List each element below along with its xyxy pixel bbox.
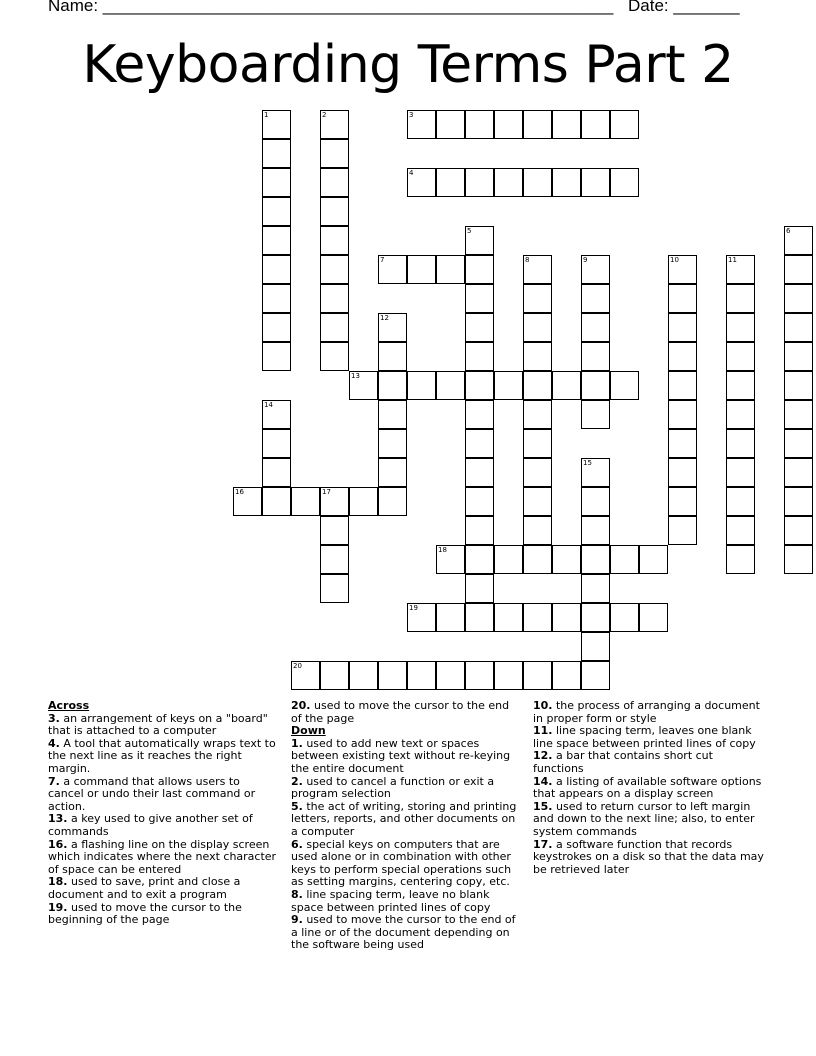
grid-cell[interactable] (581, 545, 610, 574)
clue-number: 17 (322, 488, 331, 496)
grid-cell[interactable] (262, 284, 291, 313)
grid-cell[interactable] (581, 661, 610, 690)
grid-cell[interactable] (610, 545, 639, 574)
clue-text: a key used to give another set of commands (48, 812, 253, 838)
grid-cell[interactable] (291, 487, 320, 516)
grid-cell[interactable] (465, 516, 494, 545)
clue-text: special keys on computers that are used alone or in combination with other keys to perform special operations such as setting margins, centering copy, etc. (291, 837, 512, 889)
grid-cell[interactable] (378, 487, 407, 516)
grid-cell[interactable] (465, 255, 494, 284)
grid-cell[interactable] (784, 342, 813, 371)
grid-cell[interactable] (407, 661, 436, 690)
grid-cell[interactable] (784, 313, 813, 342)
clue-item (291, 700, 521, 725)
clue-text: A tool that automatically wraps text to the next line as it reaches the right margin. (48, 736, 276, 775)
grid-cell[interactable] (552, 661, 581, 690)
grid-cell[interactable] (320, 661, 349, 690)
clue-number: 11 (728, 256, 737, 264)
grid-cell[interactable] (407, 371, 436, 400)
clue-number-label: 8. (291, 887, 303, 901)
clue-text: used to move the cursor to the end of the page (291, 699, 510, 725)
clues-column-2 (291, 700, 521, 952)
grid-cell[interactable] (465, 400, 494, 429)
grid-cell[interactable] (668, 342, 697, 371)
grid-cell[interactable] (784, 516, 813, 545)
grid-cell[interactable] (320, 255, 349, 284)
clue-text: an arrangement of keys on a "board" that is attached to a computer (48, 711, 268, 738)
grid-cell[interactable] (523, 371, 552, 400)
clue-text: used to add new text or spaces between existing text without re-keying the entire document (291, 736, 511, 775)
grid-cell[interactable] (320, 342, 349, 371)
grid-cell[interactable] (552, 110, 581, 139)
clue-number-label: 5. (291, 799, 303, 813)
grid-cell[interactable] (407, 603, 436, 632)
grid-cell[interactable] (581, 603, 610, 632)
grid-cell[interactable] (523, 487, 552, 516)
clue-number: 15 (583, 459, 592, 467)
grid-cell[interactable] (668, 429, 697, 458)
grid-cell[interactable] (523, 255, 552, 284)
clue-text: a listing of available software options that appears on a display screen (533, 774, 762, 801)
clue-number: 2 (322, 111, 327, 119)
grid-cell[interactable] (407, 168, 436, 197)
grid-cell[interactable] (726, 400, 755, 429)
grid-cell[interactable] (349, 371, 378, 400)
grid-cell[interactable] (262, 400, 291, 429)
page-title: Keyboarding Terms Part 2 (82, 35, 734, 95)
clue-number: 14 (264, 401, 273, 409)
grid-cell[interactable] (726, 516, 755, 545)
grid-cell[interactable] (262, 139, 291, 168)
grid-cell[interactable] (581, 487, 610, 516)
clue-number: 18 (438, 546, 447, 554)
grid-cell[interactable] (262, 226, 291, 255)
clue-item (533, 750, 767, 775)
grid-cell[interactable] (465, 226, 494, 255)
grid-cell[interactable] (320, 226, 349, 255)
grid-cell[interactable] (784, 400, 813, 429)
grid-cell[interactable] (320, 284, 349, 313)
grid-cell[interactable] (552, 603, 581, 632)
clue-text: a software function that records keystrokes on a disk so that the data may be retrieved later (533, 837, 764, 876)
grid-cell[interactable] (668, 255, 697, 284)
grid-cell[interactable] (784, 255, 813, 284)
grid-cell[interactable] (436, 255, 465, 284)
grid-cell[interactable] (465, 313, 494, 342)
clue-number-label: 10. (533, 699, 553, 712)
clue-number: 8 (525, 256, 530, 264)
grid-cell[interactable] (668, 487, 697, 516)
grid-cell[interactable] (465, 342, 494, 371)
grid-cell[interactable] (349, 661, 378, 690)
grid-cell[interactable] (610, 168, 639, 197)
grid-cell[interactable] (523, 400, 552, 429)
clue-number: 5 (467, 227, 472, 235)
clue-number-label: 1. (291, 736, 303, 750)
grid-cell[interactable] (726, 371, 755, 400)
clue-number-label: 4. (48, 736, 60, 750)
grid-cell[interactable] (407, 110, 436, 139)
across-heading: Across (48, 699, 90, 712)
grid-cell[interactable] (523, 284, 552, 313)
clues-column-1 (48, 700, 278, 927)
clue-number-label: 9. (291, 913, 303, 927)
clue-number: 4 (409, 169, 414, 177)
clues-column-3 (533, 700, 767, 876)
clue-text: a command that allows users to cancel or undo their last command or action. (48, 774, 256, 813)
grid-cell[interactable] (262, 487, 291, 516)
grid-cell[interactable] (407, 255, 436, 284)
grid-cell[interactable] (784, 487, 813, 516)
grid-cell[interactable] (262, 342, 291, 371)
clue-number: 19 (409, 604, 418, 612)
grid-cell[interactable] (668, 400, 697, 429)
clue-item (48, 839, 278, 877)
grid-cell[interactable] (320, 110, 349, 139)
clue-number: 9 (583, 256, 588, 264)
grid-cell[interactable] (320, 574, 349, 603)
clue-item (533, 801, 767, 839)
grid-cell[interactable] (581, 168, 610, 197)
clue-number: 16 (235, 488, 244, 496)
grid-cell[interactable] (465, 574, 494, 603)
clue-number: 7 (380, 256, 385, 264)
grid-cell[interactable] (494, 168, 523, 197)
grid-cell[interactable] (436, 545, 465, 574)
grid-cell[interactable] (320, 516, 349, 545)
grid-cell[interactable] (668, 313, 697, 342)
grid-cell[interactable] (262, 197, 291, 226)
clue-item (533, 776, 767, 801)
clue-number: 10 (670, 256, 679, 264)
grid-cell[interactable] (436, 168, 465, 197)
grid-cell[interactable] (581, 313, 610, 342)
grid-cell[interactable] (494, 545, 523, 574)
grid-cell[interactable] (320, 197, 349, 226)
down-clue-list (291, 738, 521, 952)
grid-cell[interactable] (668, 284, 697, 313)
grid-cell[interactable] (523, 313, 552, 342)
grid-cell[interactable] (610, 371, 639, 400)
clue-text: line spacing term, leave no blank space between printed lines of copy (291, 887, 491, 914)
grid-cell[interactable] (320, 545, 349, 574)
clue-number: 12 (380, 314, 389, 322)
grid-cell[interactable] (523, 342, 552, 371)
grid-cell[interactable] (726, 255, 755, 284)
clue-number-label: 13. (48, 812, 68, 826)
clue-item (533, 725, 767, 750)
grid-cell[interactable] (523, 516, 552, 545)
grid-cell[interactable] (726, 342, 755, 371)
grid-cell[interactable] (784, 371, 813, 400)
grid-cell[interactable] (436, 110, 465, 139)
down-clue-list-continued (533, 700, 767, 876)
grid-cell[interactable] (610, 603, 639, 632)
grid-cell[interactable] (465, 487, 494, 516)
clue-text: a flashing line on the display screen which indicates where the next character of space can be entered (48, 837, 277, 876)
grid-cell[interactable] (581, 371, 610, 400)
grid-cell[interactable] (523, 429, 552, 458)
grid-cell[interactable] (378, 458, 407, 487)
grid-cell[interactable] (494, 661, 523, 690)
grid-cell[interactable] (320, 139, 349, 168)
clue-item (48, 738, 278, 776)
grid-cell[interactable] (465, 110, 494, 139)
grid-cell[interactable] (784, 429, 813, 458)
grid-cell[interactable] (581, 574, 610, 603)
grid-cell[interactable] (465, 661, 494, 690)
grid-cell[interactable] (581, 458, 610, 487)
clue-text: line spacing term, leaves one blank line space between printed lines of copy (533, 724, 756, 750)
clue-item (291, 738, 521, 776)
grid-cell[interactable] (552, 168, 581, 197)
grid-cell[interactable] (320, 313, 349, 342)
grid-cell[interactable] (494, 603, 523, 632)
grid-cell[interactable] (465, 545, 494, 574)
grid-cell[interactable] (523, 458, 552, 487)
clue-text: the process of arranging a document in proper form or style (533, 699, 760, 725)
grid-cell[interactable] (494, 110, 523, 139)
grid-cell[interactable] (465, 458, 494, 487)
clue-number: 13 (351, 372, 360, 380)
across-clue-list-continued (291, 700, 521, 725)
grid-cell[interactable] (436, 603, 465, 632)
clue-number-label: 15. (533, 799, 553, 813)
grid-cell[interactable] (465, 168, 494, 197)
grid-cell[interactable] (523, 168, 552, 197)
grid-cell[interactable] (436, 371, 465, 400)
grid-cell[interactable] (581, 255, 610, 284)
clue-number-label: 14. (533, 774, 553, 788)
clue-number-label: 16. (48, 837, 68, 851)
grid-cell[interactable] (465, 603, 494, 632)
grid-cell[interactable] (523, 661, 552, 690)
clue-text: used to return cursor to left margin and down to the next line; also, to enter system commands (533, 799, 755, 838)
clue-number: 3 (409, 111, 414, 119)
grid-cell[interactable] (784, 458, 813, 487)
grid-cell[interactable] (523, 603, 552, 632)
grid-cell[interactable] (523, 545, 552, 574)
clue-number-label: 7. (48, 774, 60, 788)
clue-item (291, 839, 521, 889)
grid-cell[interactable] (378, 371, 407, 400)
clue-number-label: 3. (48, 711, 60, 725)
clue-item (48, 902, 278, 927)
grid-cell[interactable] (523, 110, 552, 139)
grid-cell[interactable] (262, 110, 291, 139)
clue-number-label: 17. (533, 837, 553, 851)
grid-cell[interactable] (668, 516, 697, 545)
clue-item (48, 876, 278, 901)
grid-cell[interactable] (581, 284, 610, 313)
grid-cell[interactable] (320, 168, 349, 197)
clue-number: 20 (293, 662, 302, 670)
grid-cell[interactable] (233, 487, 262, 516)
grid-cell[interactable] (494, 371, 523, 400)
grid-cell[interactable] (581, 400, 610, 429)
grid-cell[interactable] (465, 429, 494, 458)
grid-cell[interactable] (378, 661, 407, 690)
grid-cell[interactable] (262, 429, 291, 458)
clue-number-label: 12. (533, 749, 553, 763)
clue-item (48, 813, 278, 838)
clue-item (291, 801, 521, 839)
clue-number: 1 (264, 111, 269, 119)
grid-cell[interactable] (581, 632, 610, 661)
grid-cell[interactable] (291, 661, 320, 690)
grid-cell[interactable] (378, 342, 407, 371)
clue-text: used to cancel a function or exit a program selection (291, 774, 495, 801)
grid-cell[interactable] (378, 400, 407, 429)
grid-cell[interactable] (262, 313, 291, 342)
grid-cell[interactable] (436, 661, 465, 690)
grid-cell[interactable] (262, 255, 291, 284)
clue-number-label: 19. (48, 900, 68, 914)
grid-cell[interactable] (552, 371, 581, 400)
grid-cell[interactable] (581, 516, 610, 545)
clue-text: used to save, print and close a document and to exit a program (48, 875, 241, 901)
grid-cell[interactable] (726, 284, 755, 313)
across-clue-list (48, 713, 278, 927)
grid-cell[interactable] (378, 255, 407, 284)
grid-cell[interactable] (726, 313, 755, 342)
grid-cell[interactable] (726, 545, 755, 574)
grid-cell[interactable] (726, 429, 755, 458)
grid-cell[interactable] (465, 284, 494, 313)
clue-item (533, 700, 767, 725)
clue-text: used to move the cursor to the beginning of the page (48, 900, 242, 927)
grid-cell[interactable] (784, 545, 813, 574)
clue-item (48, 713, 278, 738)
grid-cell[interactable] (639, 545, 668, 574)
grid-cell[interactable] (784, 284, 813, 313)
grid-cell[interactable] (262, 168, 291, 197)
clue-item (291, 889, 521, 914)
clue-number-label: 6. (291, 837, 303, 851)
clue-item (48, 776, 278, 814)
clue-number-label: 20. (291, 699, 311, 712)
clue-text: used to move the cursor to the end of a line or of the document depending on the software being used (291, 913, 516, 952)
grid-cell[interactable] (320, 487, 349, 516)
grid-cell[interactable] (726, 458, 755, 487)
grid-cell[interactable] (668, 371, 697, 400)
down-heading: Down (291, 724, 326, 738)
clue-item (291, 776, 521, 801)
grid-cell[interactable] (581, 342, 610, 371)
clue-number-label: 11. (533, 724, 553, 738)
grid-cell[interactable] (639, 603, 668, 632)
grid-cell[interactable] (668, 458, 697, 487)
grid-cell[interactable] (784, 226, 813, 255)
grid-cell[interactable] (610, 110, 639, 139)
grid-cell[interactable] (581, 110, 610, 139)
grid-cell[interactable] (349, 487, 378, 516)
name-line: Name: ______________________________________________________ (48, 0, 614, 15)
clue-number-label: 18. (48, 875, 68, 889)
grid-cell[interactable] (552, 545, 581, 574)
date-line: Date: _______ (628, 0, 740, 15)
grid-cell[interactable] (465, 371, 494, 400)
clue-text: the act of writing, storing and printing letters, reports, and other documents on a computer (291, 799, 517, 838)
clue-number-label: 2. (291, 774, 303, 788)
grid-cell[interactable] (378, 313, 407, 342)
clue-number: 6 (786, 227, 791, 235)
grid-cell[interactable] (726, 487, 755, 516)
clue-item (533, 839, 767, 877)
grid-cell[interactable] (262, 458, 291, 487)
clue-text: a bar that contains short cut functions (533, 749, 713, 775)
grid-cell[interactable] (378, 429, 407, 458)
clue-item (291, 914, 521, 952)
